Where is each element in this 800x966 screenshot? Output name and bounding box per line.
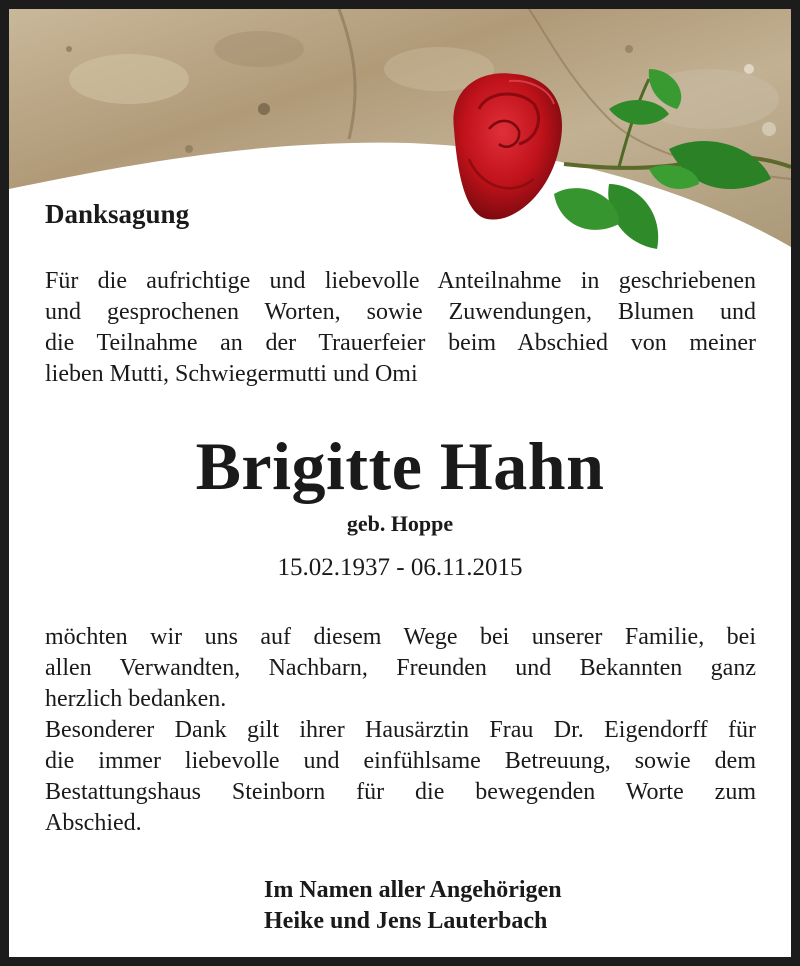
thanks-line: allen Verwandten, Nachbarn, Freunden und Bekannten ganz bbox=[45, 655, 756, 681]
signature-block bbox=[264, 875, 562, 937]
signature-line-1: Im Namen aller Angehörigen bbox=[264, 877, 562, 903]
signature-line-2: Heike und Jens Lauterbach bbox=[264, 908, 548, 934]
intro-line: und gesprochenen Worten, sowie Zuwendungen, Blumen und bbox=[45, 299, 756, 325]
special-thanks-line: die immer liebevolle und einfühlsame Betreuung, sowie dem bbox=[45, 748, 756, 774]
intro-line: die Teilnahme an der Trauerfeier beim Abschied von meiner bbox=[45, 330, 756, 356]
special-thanks-line: Abschied. bbox=[45, 810, 142, 836]
thanks-line: möchten wir uns auf diesem Wege bei unserer Familie, bei bbox=[45, 624, 756, 650]
stone-rose-header-image bbox=[9, 9, 791, 269]
rose-flower bbox=[453, 73, 562, 219]
maiden-name: geb. Hoppe bbox=[346, 511, 454, 536]
special-thanks-line: Bestattungshaus Steinborn für die bewegenden Worte zum bbox=[45, 779, 756, 805]
intro-line: lieben Mutti, Schwiegermutti und Omi bbox=[45, 361, 418, 387]
special-thanks-line: Besonderer Dank gilt ihrer Hausärztin Frau Dr. Eigendorff für bbox=[45, 717, 756, 743]
heading-danksagung: Danksagung bbox=[45, 199, 190, 229]
deceased-name: Brigitte Hahn bbox=[195, 428, 605, 504]
intro-paragraph bbox=[45, 266, 756, 390]
life-dates: 15.02.1937 - 06.11.2015 bbox=[277, 554, 523, 581]
thanks-paragraph bbox=[45, 622, 756, 715]
special-thanks-paragraph bbox=[45, 715, 756, 839]
stone-texture bbox=[9, 9, 791, 269]
intro-line: Für die aufrichtige und liebevolle Anteilnahme in geschriebenen bbox=[45, 268, 756, 294]
thanks-line: herzlich bedanken. bbox=[45, 686, 227, 712]
